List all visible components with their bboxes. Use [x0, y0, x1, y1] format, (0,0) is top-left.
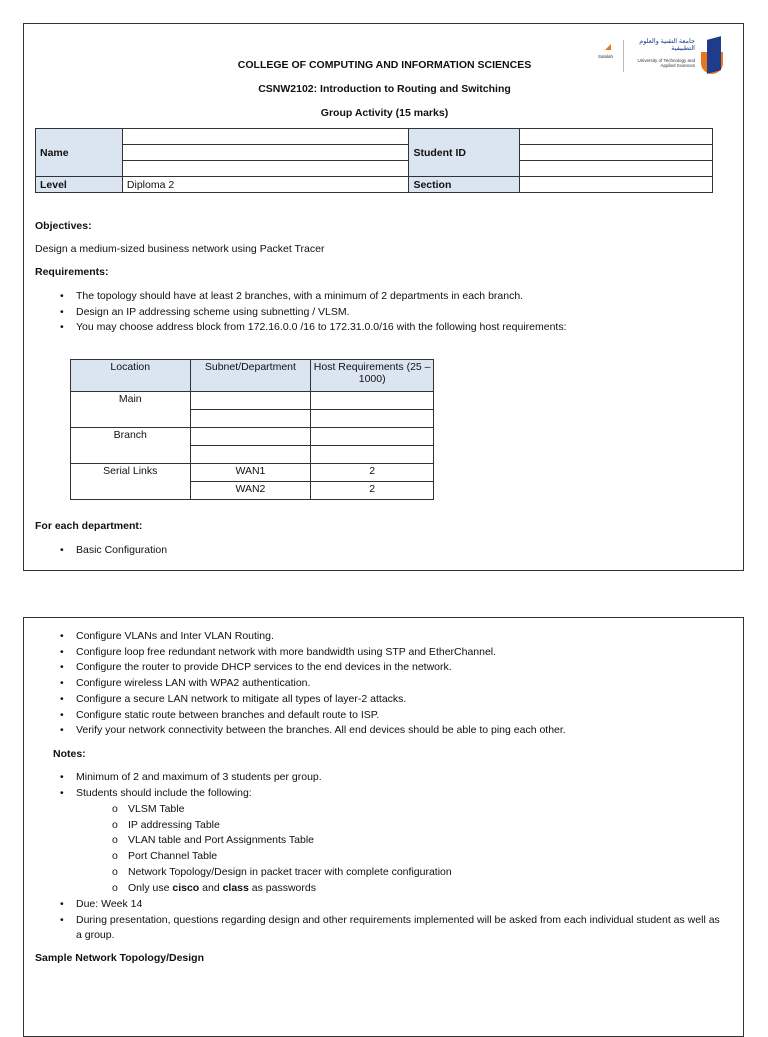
branch-subnet-2[interactable]: [190, 446, 311, 464]
config-item: • Configure VLANs and Inter VLAN Routing.: [76, 630, 274, 642]
each-department-heading: For each department:: [35, 520, 143, 532]
main-subnet-1[interactable]: [190, 392, 311, 410]
note-sub-item: o IP addressing Table: [128, 819, 220, 831]
requirement-item: • Design an IP addressing scheme using subnetting / VLSM.: [76, 306, 350, 318]
requirement-item: • The topology should have at least 2 branches, with a minimum of 2 departments in each branch.: [76, 290, 523, 302]
level-label: Level: [36, 177, 123, 193]
objectives-text: Design a medium-sized business network using Packet Tracer: [35, 243, 325, 255]
host-requirements-table: [70, 359, 434, 500]
location-header: Location: [71, 360, 191, 392]
student-id-label: Student ID: [409, 129, 520, 177]
student-id-field-1[interactable]: [520, 129, 713, 145]
config-item: • Configure loop free redundant network with more bandwidth using STP and EtherChannel.: [76, 646, 496, 658]
name-field-3[interactable]: [122, 161, 409, 177]
branch-hosts-2[interactable]: [311, 446, 434, 464]
wan2-hosts: 2: [311, 482, 434, 500]
college-title: COLLEGE OF COMPUTING AND INFORMATION SCIENCES: [237, 59, 532, 71]
requirements-heading: Requirements:: [35, 266, 109, 278]
objectives-heading-text: Objectives:: [35, 220, 92, 232]
main-hosts-2[interactable]: [311, 410, 434, 428]
password-class: class: [222, 882, 249, 894]
section-field[interactable]: [520, 177, 713, 193]
serial-links-location: Serial Links: [71, 464, 191, 500]
subnet-header: Subnet/Department: [190, 360, 311, 392]
note-sub-item: o Port Channel Table: [128, 850, 217, 862]
course-title: CSNW2102: Introduction to Routing and Switching: [258, 83, 511, 95]
wan1-subnet: WAN1: [190, 464, 311, 482]
branch-location: Branch: [71, 428, 191, 464]
main-subnet-2[interactable]: [190, 410, 311, 428]
password-cisco: cisco: [172, 882, 200, 894]
branch-subnet-1[interactable]: [190, 428, 311, 446]
requirement-item: • You may choose address block from 172.16.0.0 /16 to 172.31.0.0/16 with the following host requirements:: [76, 321, 567, 333]
passwords-and: and: [199, 882, 223, 894]
logo-divider: [623, 40, 624, 72]
config-item: • Verify your network connectivity between the branches. All end devices should be able to ping each other.: [76, 724, 566, 736]
branch-hosts-1[interactable]: [311, 428, 434, 446]
student-info-table: [35, 128, 713, 193]
student-id-field-3[interactable]: [520, 161, 713, 177]
note-sub-item-passwords: [128, 882, 316, 894]
small-logo-mark-icon: [605, 44, 611, 50]
wan2-subnet: WAN2: [190, 482, 311, 500]
objectives-heading: [35, 220, 92, 232]
main-hosts-1[interactable]: [311, 392, 434, 410]
notes-heading: Notes:: [53, 748, 86, 760]
department-item: • Basic Configuration: [76, 544, 167, 556]
passwords-suffix: as passwords: [248, 882, 316, 894]
wan1-hosts: 2: [311, 464, 434, 482]
note-item: • Students should include the following:: [76, 787, 252, 799]
level-value: Diploma 2: [122, 177, 409, 193]
document-page-2: [23, 617, 744, 1037]
note-item: • Minimum of 2 and maximum of 3 students per group.: [76, 771, 322, 783]
presentation-item-continued: a group.: [76, 929, 115, 941]
name-field-2[interactable]: [122, 145, 409, 161]
university-logo: [589, 34, 734, 80]
presentation-item: • During presentation, questions regarding design and other requirements implemented will be asked from each individual student as well as: [76, 914, 720, 926]
name-label: Name: [36, 129, 123, 177]
name-field-1[interactable]: [122, 129, 409, 145]
logo-blue-shape-icon: [707, 36, 721, 74]
host-req-header: Host Requirements (25 – 1000): [311, 360, 434, 392]
note-sub-item: o Network Topology/Design in packet tracer with complete configuration: [128, 866, 452, 878]
note-sub-item: o VLSM Table: [128, 803, 184, 815]
config-item: • Configure wireless LAN with WPA2 authentication.: [76, 677, 310, 689]
logo-english-name: University of Technology and Applied Sciences: [637, 58, 695, 68]
activity-title: Group Activity (15 marks): [320, 107, 449, 119]
config-item: • Configure a secure LAN network to mitigate all types of layer-2 attacks.: [76, 693, 406, 705]
student-id-field-2[interactable]: [520, 145, 713, 161]
main-location: Main: [71, 392, 191, 428]
sample-topology-heading: Sample Network Topology/Design: [35, 952, 204, 964]
logo-sub-mark: Salalah: [597, 54, 613, 59]
passwords-prefix: Only use: [128, 882, 173, 894]
section-label: Section: [409, 177, 520, 193]
logo-arabic-name: جامعة التقنية والعلوم التطبيقية: [639, 38, 695, 52]
config-item: • Configure the router to provide DHCP services to the end devices in the network.: [76, 661, 452, 673]
due-item: • Due: Week 14: [76, 898, 142, 910]
config-item: • Configure static route between branches and default route to ISP.: [76, 709, 379, 721]
note-sub-item: o VLAN table and Port Assignments Table: [128, 834, 314, 846]
document-page-1: [23, 23, 744, 571]
